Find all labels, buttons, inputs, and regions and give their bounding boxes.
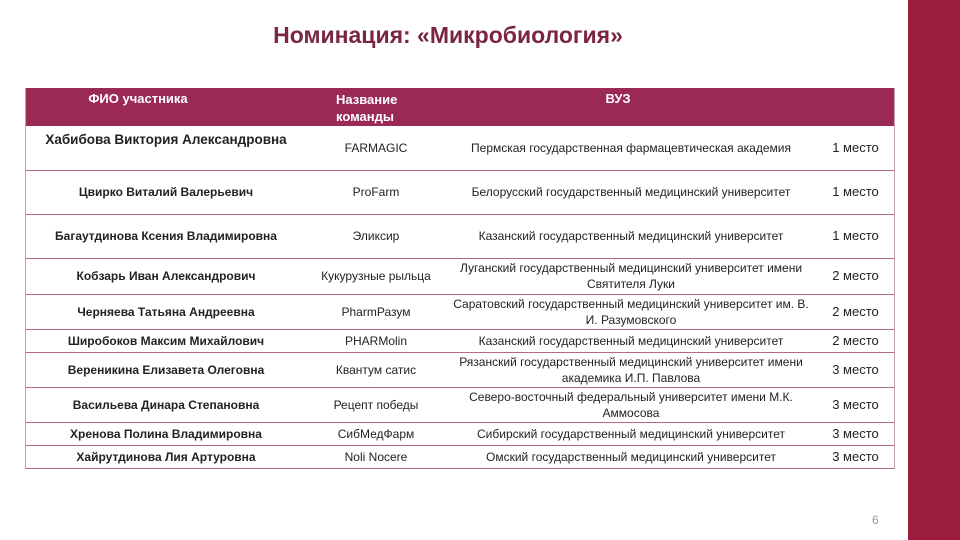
place: 3 место bbox=[816, 387, 895, 422]
participant-name: Кобзарь Иван Александрович bbox=[26, 258, 306, 294]
table-row bbox=[26, 214, 895, 258]
university-name: Северо-восточный федеральный университет имени М.К. Аммосова bbox=[446, 387, 816, 422]
table-row bbox=[26, 294, 895, 329]
slide-title: Номинация: «Микробиология» bbox=[273, 22, 623, 48]
participant-name: Широбоков Максим Михайлович bbox=[26, 329, 306, 352]
place: 2 место bbox=[816, 294, 895, 329]
participant-name: Хабибова Виктория Александровна bbox=[26, 126, 306, 170]
team-name: FARMAGIC bbox=[306, 126, 446, 170]
table-row bbox=[26, 258, 895, 294]
university-name: Пермская государственная фармацевтическая академия bbox=[446, 126, 816, 170]
university-name: Омский государственный медицинский университет bbox=[446, 445, 816, 468]
university-name: Белорусский государственный медицинский университет bbox=[446, 170, 816, 214]
header-university: ВУЗ bbox=[446, 88, 816, 126]
participant-name: Васильева Динара Степановна bbox=[26, 387, 306, 422]
university-name: Казанский государственный медицинский университет bbox=[446, 214, 816, 258]
team-name: ProFarm bbox=[306, 170, 446, 214]
university-name: Рязанский государственный медицинский университет имени академика И.П. Павлова bbox=[446, 352, 816, 387]
team-name: Рецепт победы bbox=[306, 387, 446, 422]
place: 1 место bbox=[816, 126, 895, 170]
table-row bbox=[26, 387, 895, 422]
results-table bbox=[26, 88, 895, 469]
header-team: Название команды bbox=[306, 88, 446, 126]
place: 2 место bbox=[816, 258, 895, 294]
participant-name: Багаутдинова Ксения Владимировна bbox=[26, 214, 306, 258]
place: 2 место bbox=[816, 329, 895, 352]
table-header-row bbox=[26, 88, 895, 126]
participant-name: Хайрутдинова Лия Артуровна bbox=[26, 445, 306, 468]
participant-name: Черняева Татьяна Андреевна bbox=[26, 294, 306, 329]
team-name: Кукурузные рыльца bbox=[306, 258, 446, 294]
team-name: PHARMolin bbox=[306, 329, 446, 352]
table-row bbox=[26, 329, 895, 352]
university-name: Саратовский государственный медицинский университет им. В. И. Разумовского bbox=[446, 294, 816, 329]
header-name: ФИО участника bbox=[26, 88, 306, 126]
participant-name: Хренова Полина Владимировна bbox=[26, 422, 306, 445]
right-accent-bar bbox=[908, 0, 960, 540]
team-name: СибМедФарм bbox=[306, 422, 446, 445]
place: 3 место bbox=[816, 422, 895, 445]
place: 3 место bbox=[816, 445, 895, 468]
place: 1 место bbox=[816, 214, 895, 258]
university-name: Луганский государственный медицинский университет имени Святителя Луки bbox=[446, 258, 816, 294]
team-name: Квантум сатис bbox=[306, 352, 446, 387]
university-name: Казанский государственный медицинский университет bbox=[446, 329, 816, 352]
table-row bbox=[26, 170, 895, 214]
header-place bbox=[816, 88, 895, 126]
page-number: 6 bbox=[872, 513, 879, 527]
team-name: PharmРазум bbox=[306, 294, 446, 329]
table-row bbox=[26, 422, 895, 445]
place: 3 место bbox=[816, 352, 895, 387]
table-row bbox=[26, 126, 895, 170]
participant-name: Цвирко Виталий Валерьевич bbox=[26, 170, 306, 214]
participant-name: Вереникина Елизавета Олеговна bbox=[26, 352, 306, 387]
table-row bbox=[26, 352, 895, 387]
university-name: Сибирский государственный медицинский университет bbox=[446, 422, 816, 445]
team-name: Noli Nocere bbox=[306, 445, 446, 468]
place: 1 место bbox=[816, 170, 895, 214]
table-row bbox=[26, 445, 895, 468]
team-name: Эликсир bbox=[306, 214, 446, 258]
